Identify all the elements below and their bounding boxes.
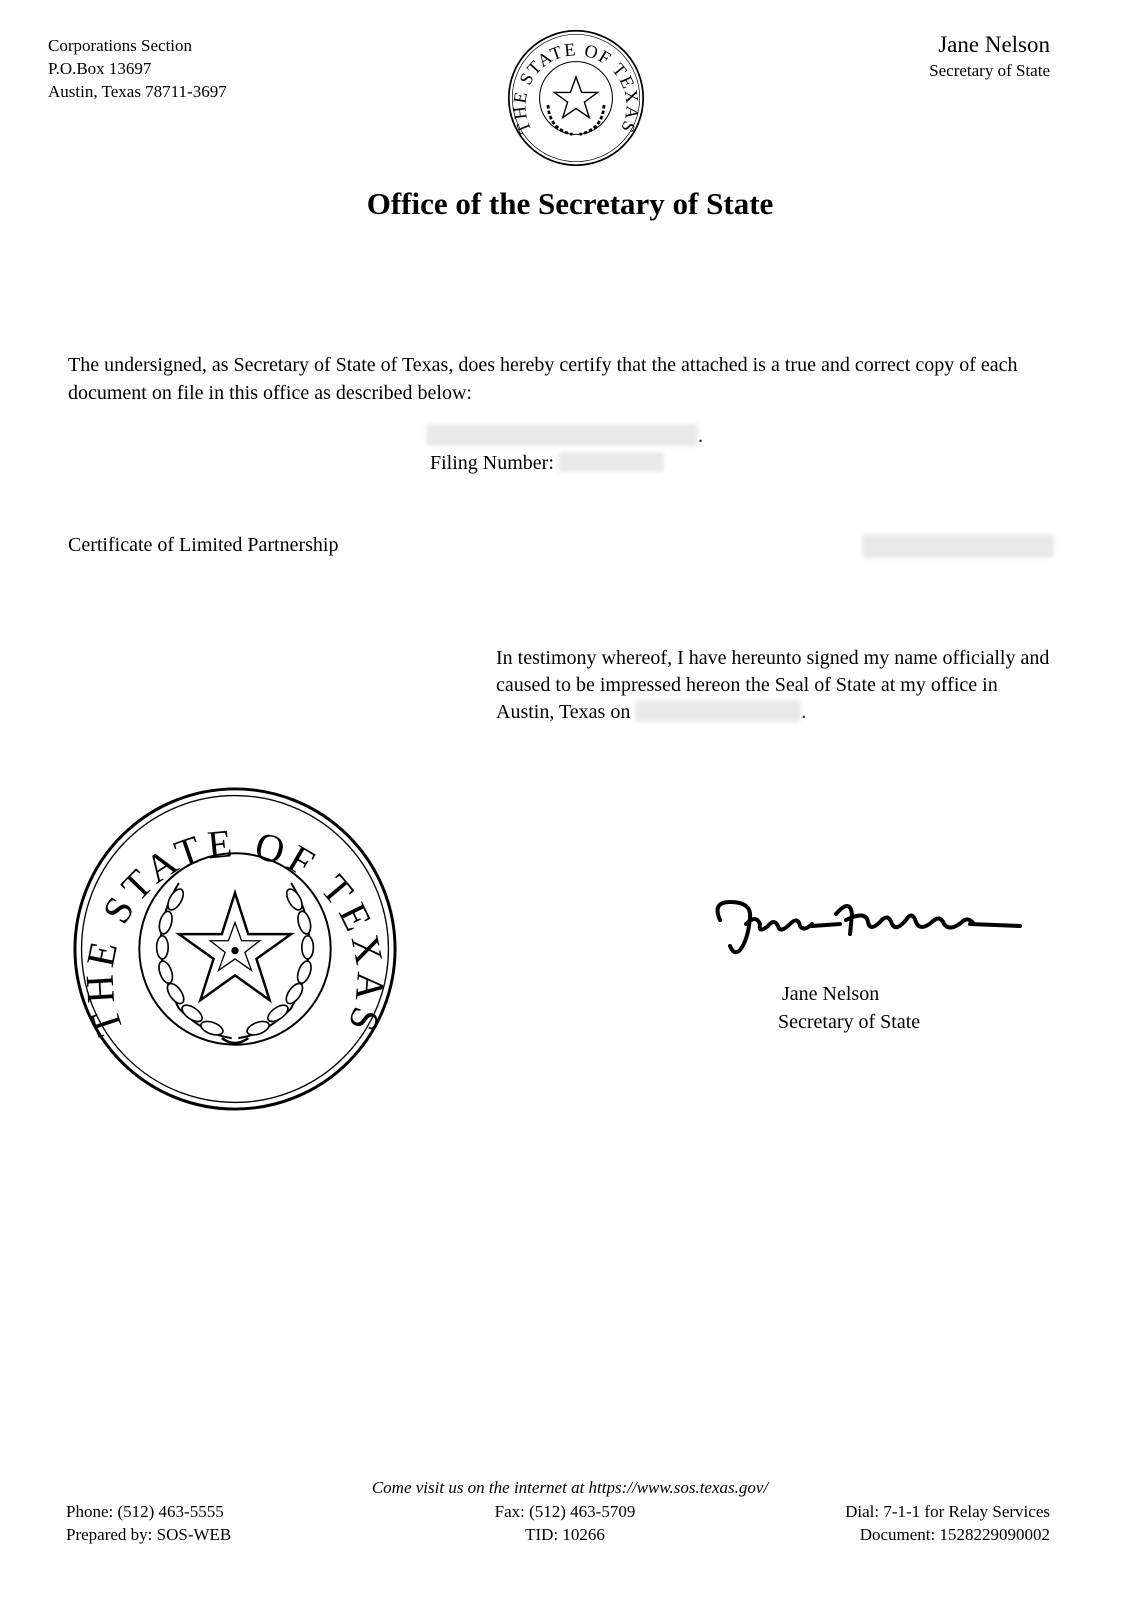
testimony-period: .	[801, 701, 807, 723]
footer-left	[66, 1500, 231, 1546]
certification-text: The undersigned, as Secretary of State of Texas, does hereby certify that the attached is a true and correct copy of each document on file in this office as described below:	[68, 354, 1018, 404]
testimony-body: In testimony whereof, I have hereunto signed my name officially and caused to be impressed hereon the Seal of State at my office in Austin, Texas on	[496, 647, 1050, 723]
svg-text:THE STATE OF TEXAS: THE STATE OF TEXAS	[77, 820, 393, 1042]
signer-title: Secretary of State	[778, 1011, 921, 1033]
footer-document-number: Document: 1528229090002	[859, 1525, 1050, 1544]
testimony-text	[496, 645, 1056, 726]
footer-prepared-by: Prepared by: SOS-WEB	[66, 1525, 232, 1544]
footer-website: Come visit us on the internet at https://www.sos.texas.gov/	[371, 1478, 769, 1497]
svg-text:THE STATE OF TEXAS: THE STATE OF TEXAS	[509, 39, 643, 137]
signer-name: Jane Nelson	[782, 983, 880, 1005]
footer-phone: Phone: (512) 463-5555	[66, 1502, 224, 1521]
handwritten-signature	[700, 880, 1030, 970]
testimony-date-redacted	[635, 700, 801, 722]
address-line-1: Corporations Section	[48, 36, 193, 55]
footer-relay: Dial: 7-1-1 for Relay Services	[845, 1502, 1050, 1521]
filing-number-label: Filing Number:	[430, 452, 554, 474]
office-title: Office of the Secretary of State	[366, 186, 774, 221]
entity-name-line	[426, 424, 703, 448]
entity-name-redacted	[426, 424, 698, 446]
footer-fax: Fax: (512) 463-5709	[494, 1502, 636, 1521]
footer-tid: TID: 10266	[525, 1525, 605, 1544]
letterhead-official	[929, 30, 1050, 82]
entity-period: .	[698, 425, 703, 447]
footer-middle	[460, 1500, 670, 1546]
official-name: Jane Nelson	[938, 32, 1050, 57]
filing-number-redacted	[558, 452, 664, 472]
state-seal-large	[70, 784, 400, 1114]
document-date-redacted	[862, 534, 1054, 558]
address-line-2: P.O.Box 13697	[48, 59, 152, 78]
state-seal-small	[506, 28, 646, 168]
document-type: Certificate of Limited Partnership	[68, 534, 339, 556]
filing-number-line	[430, 452, 664, 475]
address-line-3: Austin, Texas 78711-3697	[48, 82, 227, 101]
official-title: Secretary of State	[929, 61, 1050, 80]
footer-right	[845, 1500, 1050, 1546]
signature-block	[778, 980, 920, 1036]
letterhead-address	[48, 34, 227, 103]
